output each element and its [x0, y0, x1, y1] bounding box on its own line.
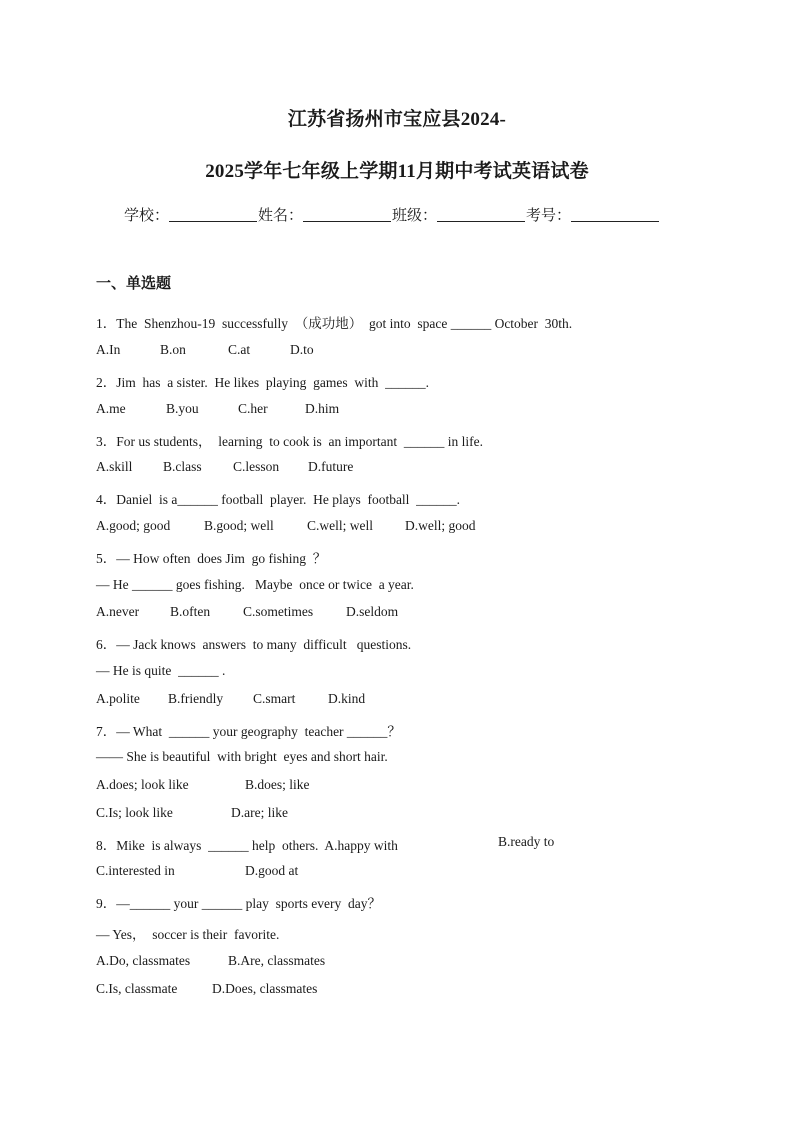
q2-option-b[interactable]: B.you — [166, 401, 199, 416]
number-blank[interactable] — [571, 207, 659, 222]
question-9-stem-line2: — Yes， soccer is their favorite. — [96, 927, 280, 942]
q6-option-b[interactable]: B.friendly — [168, 691, 224, 706]
question-1-stem: 1．The Shenzhou-19 successfully （成功地） got into space ______ October 30th. — [96, 316, 573, 331]
q9-option-c[interactable]: C.Is, classmate — [96, 981, 178, 996]
student-info-row — [124, 204, 660, 225]
q5-option-a[interactable]: A.never — [96, 604, 140, 619]
number-label: 考号： — [526, 206, 572, 224]
q5-option-c[interactable]: C.sometimes — [243, 604, 314, 619]
q7-option-b[interactable]: B.does; like — [245, 777, 310, 792]
question-6-stem: 6．— Jack knows answers to many difficult questions. — [96, 637, 412, 652]
q9-option-d[interactable]: D.Does, classmates — [212, 981, 318, 996]
q7-option-c[interactable]: C.Is; look like — [96, 805, 173, 820]
q4-option-a[interactable]: A.good; good — [96, 518, 171, 533]
q6-option-c[interactable]: C.smart — [253, 691, 296, 706]
question-2-stem: 2．Jim has a sister. He likes playing games with ______. — [96, 375, 429, 390]
q4-option-c[interactable]: C.well; well — [307, 518, 373, 533]
q1-option-a[interactable]: A.In — [96, 342, 121, 357]
class-label: 班级： — [392, 206, 438, 224]
q4-option-d[interactable]: D.well; good — [405, 518, 476, 533]
name-label: 姓名： — [258, 206, 304, 224]
name-blank[interactable] — [303, 207, 391, 222]
school-label: 学校： — [124, 206, 170, 224]
question-7-stem: 7．— What ______ your geography teacher ______？ — [96, 724, 401, 739]
q9-option-a[interactable]: A.Do, classmates — [96, 953, 191, 968]
exam-title-line2: 2025学年七年级上学期11月期中考试英语试卷 — [205, 161, 589, 182]
question-7-stem-line2: —— She is beautiful with bright eyes and short hair. — [96, 749, 388, 764]
q4-option-b[interactable]: B.good; well — [204, 518, 274, 533]
question-3-stem: 3．For us students， learning to cook is an important ______ in life. — [96, 434, 483, 449]
q3-option-a[interactable]: A.skill — [96, 459, 133, 474]
q1-option-c[interactable]: C.at — [228, 342, 251, 357]
class-blank[interactable] — [437, 207, 525, 222]
q7-option-d[interactable]: D.are; like — [231, 805, 288, 820]
q5-option-d[interactable]: D.seldom — [346, 604, 399, 619]
q2-option-a[interactable]: A.me — [96, 401, 126, 416]
q3-option-d[interactable]: D.future — [308, 459, 354, 474]
school-blank[interactable] — [169, 207, 257, 222]
question-6-stem-line2: — He is quite ______ . — [96, 663, 226, 678]
q8-option-c[interactable]: C.interested in — [96, 863, 175, 878]
q6-option-d[interactable]: D.kind — [328, 691, 366, 706]
question-9-stem: 9．—______ your ______ play sports every day？ — [96, 896, 381, 911]
q2-option-c[interactable]: C.her — [238, 401, 268, 416]
q7-option-a[interactable]: A.does; look like — [96, 777, 189, 792]
q8-option-d[interactable]: D.good at — [245, 863, 299, 878]
question-8-stem: 8．Mike is always ______ help others. A.happy with — [96, 838, 398, 853]
question-5-stem: 5．— How often does Jim go fishing ？ — [96, 551, 327, 566]
q9-option-b[interactable]: B.Are, classmates — [228, 953, 326, 968]
q2-option-d[interactable]: D.him — [305, 401, 340, 416]
question-5-stem-line2: — He ______ goes fishing. Maybe once or twice a year. — [96, 577, 414, 592]
section-title: 一、单选题 — [96, 274, 172, 292]
q1-option-b[interactable]: B.on — [160, 342, 186, 357]
q8-option-b[interactable]: B.ready to — [498, 834, 555, 849]
q1-option-d[interactable]: D.to — [290, 342, 314, 357]
q6-option-a[interactable]: A.polite — [96, 691, 140, 706]
q3-option-c[interactable]: C.lesson — [233, 459, 280, 474]
q3-option-b[interactable]: B.class — [163, 459, 202, 474]
question-4-stem: 4．Daniel is a______ football player. He plays football ______. — [96, 492, 461, 507]
q5-option-b[interactable]: B.often — [170, 604, 211, 619]
exam-title-line1: 江苏省扬州市宝应县2024- — [287, 109, 507, 130]
